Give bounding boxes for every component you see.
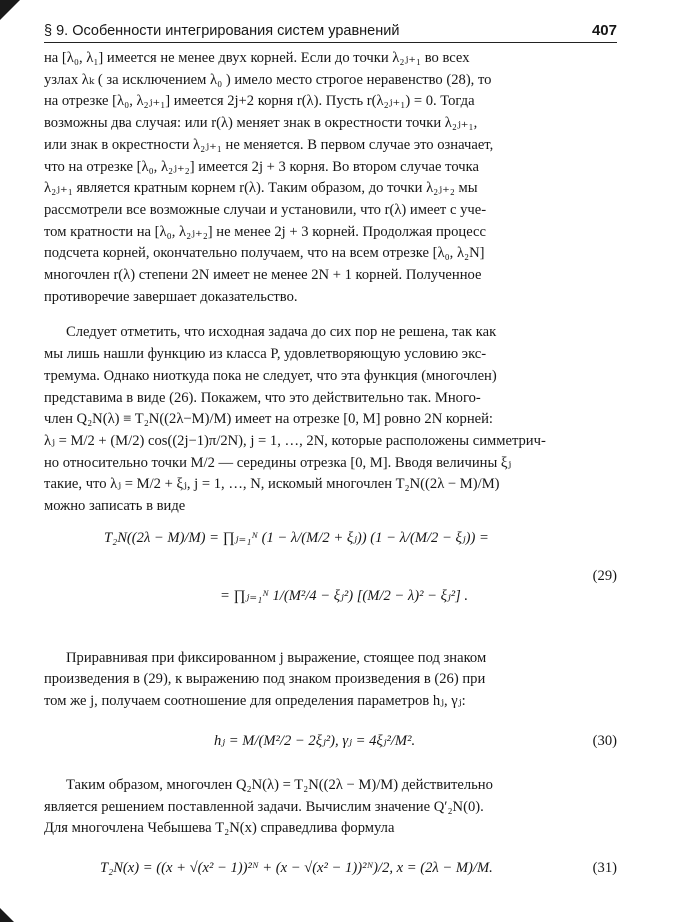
equation-29-line-2: = ∏ⱼ₌₁ᴺ 1/(M²/4 − ξⱼ²) [(M/2 − λ)² − ξⱼ²] . xyxy=(220,587,469,604)
text-line: но относительно точки M/2 — середины отрезка [0, M]. Вводя величины ξⱼ xyxy=(44,454,512,471)
text-line: λⱼ = M/2 + (M/2) cos((2j−1)π/2N), j = 1, …, 2N, которые расположены симметрич- xyxy=(44,432,546,449)
equation-30-body: hⱼ = M/(M²/2 − 2ξⱼ²), γⱼ = 4ξⱼ²/M². xyxy=(214,732,416,749)
text-line: или знак в окрестности λ₂ⱼ₊₁ не меняется. В первом случае это означает, xyxy=(44,136,494,153)
equation-29 xyxy=(44,524,617,638)
scan-corner-mark xyxy=(0,0,20,20)
text-line: мы лишь нашли функцию из класса P, удовлетворяющую условию экс- xyxy=(44,346,487,363)
text-line: такие, что λⱼ = M/2 + ξⱼ, j = 1, …, N, искомый многочлен T₂N((2λ − M)/M) xyxy=(44,476,500,493)
text-line: подсчета корней, окончательно получаем, что на всем отрезке [λ₀, λ₂N] xyxy=(44,245,485,262)
text-line: многочлен r(λ) степени 2N имеет не менее 2N + 1 корней. Полученное xyxy=(44,267,482,284)
equation-number: (29) xyxy=(592,567,617,584)
text-line: что на отрезке [λ₀, λ₂ⱼ₊₂] имеется 2j + 3 корня. Во втором случае точка xyxy=(44,158,479,175)
equation-number: (30) xyxy=(592,732,617,749)
equation-29-line-1: T₂N((2λ − M)/M) = ∏ⱼ₌₁ᴺ (1 − λ/(M/2 + ξⱼ)) (1 − λ/(M/2 − ξⱼ)) = xyxy=(104,529,489,546)
equation-number: (31) xyxy=(592,859,617,876)
scan-corner-mark-bottom xyxy=(0,908,14,922)
text-line: Приравнивая при фиксированном j выражение, стоящее под знаком xyxy=(66,649,487,666)
text-line: рассмотрели все возможные случаи и установили, что r(λ) имеет с уче- xyxy=(44,201,487,218)
text-line: узлах λₖ ( за исключением λ₀ ) имело место строгое неравенство (28), то xyxy=(44,71,492,88)
text-line: Следует отметить, что исходная задача до сих пор не решена, так как xyxy=(66,324,497,341)
page-header xyxy=(44,18,617,43)
text-line: противоречие завершает доказательство. xyxy=(44,288,298,305)
paragraph-gap xyxy=(44,308,617,322)
equation-31 xyxy=(44,846,617,890)
text-line: представима в виде (26). Покажем, что это действительно так. Много- xyxy=(44,389,481,406)
text-line: является решением поставленной задачи. Вычислим значение Q′₂N(0). xyxy=(44,798,484,815)
paragraph-remark xyxy=(44,322,617,517)
text-line: произведения в (29), к выражению под знаком произведения в (26) при xyxy=(44,671,486,688)
paragraph-equating xyxy=(44,648,617,713)
text-line: том кратности на [λ₀, λ₂ⱼ₊₂] не менее 2j + 3 корней. Продолжая процесс xyxy=(44,223,486,240)
equation-31-body: T₂N(x) = ((x + √(x² − 1))²ᴺ + (x − √(x² − 1))²ᴺ)/2, x = (2λ − M)/M. xyxy=(100,859,493,876)
text-line: возможны два случая: или r(λ) меняет знак в окрестности точки λ₂ⱼ₊₁, xyxy=(44,115,478,132)
page-body xyxy=(44,48,617,890)
paragraph-proof-end xyxy=(44,48,617,308)
text-line: Для многочлена Чебышева T₂N(x) справедлива формула xyxy=(44,820,395,837)
page-number: 407 xyxy=(591,22,617,39)
equation-30 xyxy=(44,719,617,765)
running-title: § 9. Особенности интегрирования систем уравнений xyxy=(44,23,400,39)
text-line: можно записать в виде xyxy=(44,498,186,515)
text-line: том же j, получаем соотношение для определения параметров hⱼ, γⱼ: xyxy=(44,693,466,710)
text-line: тремума. Однако ниоткуда пока не следует, что эта функция (многочлен) xyxy=(44,367,497,384)
text-line: на [λ₀, λ₁] имеется не менее двух корней. Если до точки λ₂ⱼ₊₁ во всех xyxy=(44,50,470,66)
text-line: на отрезке [λ₀, λ₂ⱼ₊₁] имеется 2j+2 корня r(λ). Пусть r(λ₂ⱼ₊₁) = 0. Тогда xyxy=(44,93,475,110)
text-line: Таким образом, многочлен Q₂N(λ) = T₂N((2λ − M)/M) действительно xyxy=(66,776,493,793)
text-line: член Q₂N(λ) ≡ T₂N((2λ−M)/M) имеет на отрезке [0, M] ровно 2N корней: xyxy=(44,411,493,428)
text-line: λ₂ⱼ₊₁ является кратным корнем r(λ). Таким образом, до точки λ₂ⱼ₊₂ мы xyxy=(44,180,478,197)
paragraph-conclusion xyxy=(44,775,617,840)
